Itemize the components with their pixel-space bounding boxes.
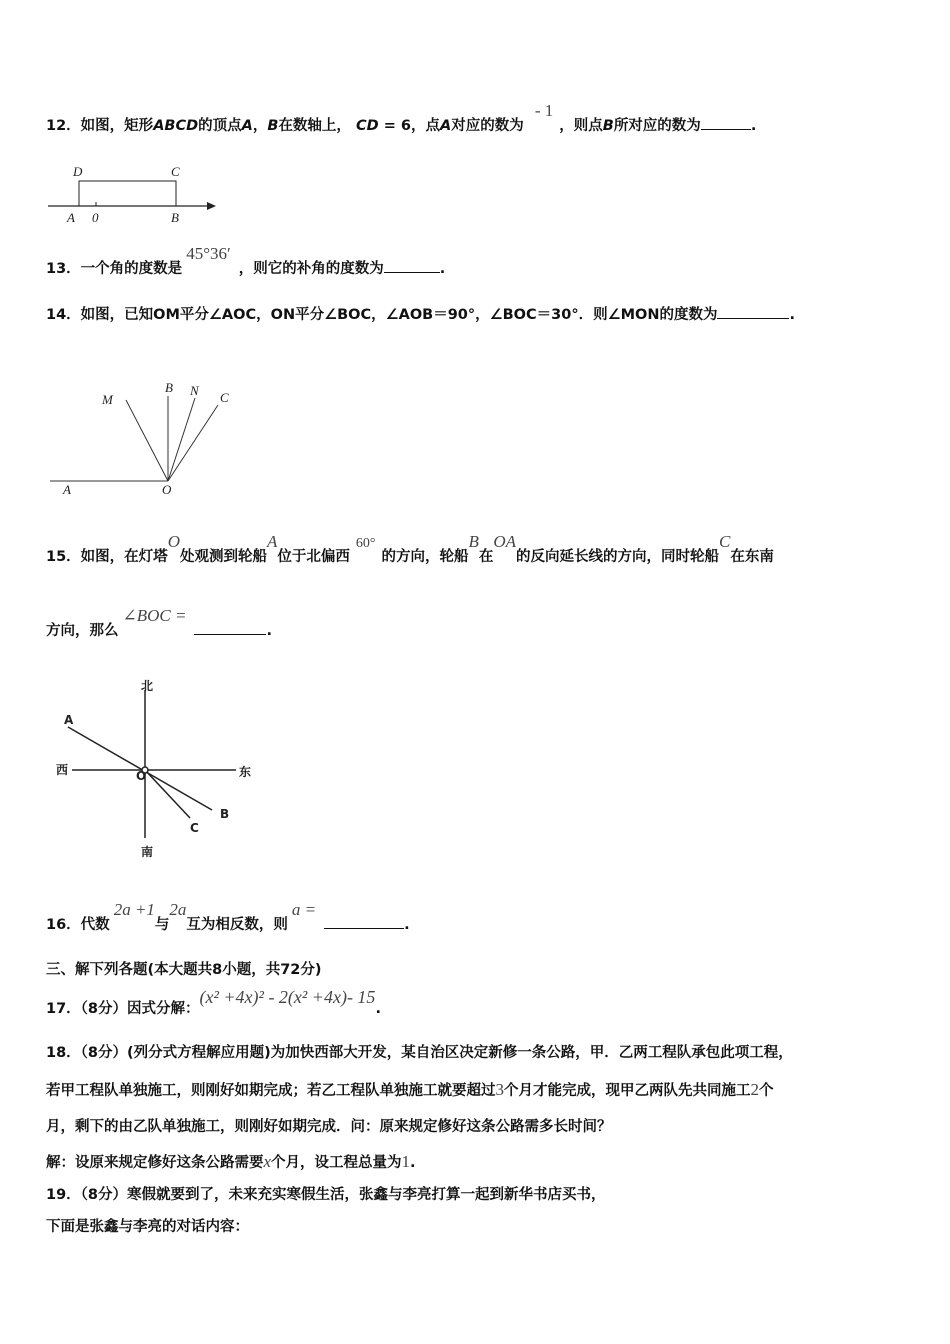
text: = 6，点 <box>378 118 441 134</box>
answer-blank[interactable] <box>324 914 404 929</box>
answer-blank[interactable] <box>384 258 440 273</box>
text: ，则点 <box>559 118 603 134</box>
label-B: B <box>220 807 230 821</box>
text: 所对应的数为 <box>613 118 701 134</box>
math-2: 2 <box>750 1080 759 1099</box>
text: 14．如图，已知OM平分∠AOC，ON平分∠BOC，∠AOB＝90°，∠BOC＝30°．则∠MON的度数为 <box>46 307 718 323</box>
label-south: 南 <box>141 845 154 859</box>
text: 13．一个角的度数是 <box>46 261 183 277</box>
figure-15-compass <box>56 679 251 859</box>
text: . <box>439 261 446 277</box>
question-18-line2 <box>46 1080 774 1101</box>
label-D: D <box>73 164 83 179</box>
text: 的反向延长线的方向，同时轮船 <box>516 549 720 565</box>
text: . <box>789 307 795 323</box>
question-18-line1: 18．（8分）(列分式方程解应用题)为加快西部大开发，某自治区决定新修一条公路，甲．乙两工程队承包此项工程， <box>46 1045 793 1061</box>
ray-OM <box>126 400 168 481</box>
math-3: 3 <box>495 1080 504 1099</box>
math-x: x <box>263 1152 272 1171</box>
text: 与 <box>154 917 170 933</box>
label-C: C <box>190 821 199 835</box>
math-C: C <box>719 532 731 551</box>
text: 15．如图，在灯塔 <box>46 549 168 565</box>
text: 的顶点 <box>198 118 242 134</box>
label-west: 西 <box>56 763 69 777</box>
text: 解：设原来规定修好这条公路需要 <box>46 1155 264 1171</box>
text: ，则它的补角的度数为 <box>238 261 384 277</box>
question-15-line2 <box>46 606 272 641</box>
question-13 <box>46 244 446 279</box>
math-expr2: 2a <box>169 900 187 919</box>
math-value: - 1 <box>534 101 554 120</box>
math-60deg: 60° <box>355 536 376 551</box>
math-expr3: a = <box>291 900 317 919</box>
text: 的方向，轮船 <box>381 549 469 565</box>
label-B: B <box>165 380 173 395</box>
section-heading: 三、解下列各题(本大题共8小题，共72分) <box>46 962 322 978</box>
math-A: A <box>266 532 278 551</box>
question-18-line3: 月，剩下的由乙队单独施工，则刚好如期完成．问：原来规定修好这条公路需多长时间？ <box>46 1119 612 1135</box>
text: . <box>750 118 757 134</box>
label-A: A <box>67 210 75 225</box>
rectangle <box>79 181 176 206</box>
question-15 <box>46 532 774 568</box>
arrow-icon <box>207 202 216 210</box>
text: B <box>602 118 614 134</box>
math-B: B <box>468 532 479 551</box>
text: 在东南 <box>730 549 774 565</box>
label-O: O <box>162 482 172 497</box>
question-19-line1: 19．（8分）寒假就要到了，未来充实寒假生活，张鑫与李亮打算一起到新华书店买书， <box>46 1187 606 1203</box>
question-18-solution <box>46 1152 416 1173</box>
ray-ON <box>168 398 195 481</box>
math-OA: OA <box>493 532 517 551</box>
figure-12-number-line <box>48 164 216 225</box>
text: 位于北偏西 <box>277 549 350 565</box>
text: 个月，设工程总量为 <box>271 1155 402 1171</box>
question-16 <box>46 900 410 935</box>
text: CD <box>356 118 379 134</box>
text: . <box>266 623 272 639</box>
label-B: B <box>171 210 179 225</box>
label-N: N <box>190 383 199 398</box>
text: 若甲工程队单独施工，则刚好如期完成；若乙工程队单独施工就要超过 <box>46 1083 496 1099</box>
text: 个月才能完成，现甲乙两队先共同施工 <box>504 1083 751 1099</box>
text: 16．代数 <box>46 917 110 933</box>
ray-OC <box>168 405 218 481</box>
math-angle-BOC: ∠BOC = <box>122 606 187 625</box>
text: 在数轴上， <box>278 118 351 134</box>
label-north: 北 <box>141 679 154 693</box>
label-A: A <box>64 713 74 727</box>
text: 17．（8分）因式分解： <box>46 1001 200 1017</box>
label-0: 0 <box>92 210 99 225</box>
math-expression: (x² +4x)² - 2(x² +4x)- 15 <box>199 987 376 1007</box>
label-C: C <box>220 390 229 405</box>
text: 对应的数为 <box>451 118 524 134</box>
text: A <box>440 118 452 134</box>
math-O: O <box>167 532 180 551</box>
label-east: 东 <box>239 765 252 779</box>
figure-14-angles <box>50 380 229 497</box>
text: . <box>410 1155 416 1171</box>
text: ， <box>252 118 268 134</box>
text: 在 <box>478 549 494 565</box>
text: 个 <box>759 1083 774 1099</box>
text: A <box>241 118 253 134</box>
question-19-line2: 下面是张鑫与李亮的对话内容： <box>46 1219 249 1235</box>
math-value: 45°36′ <box>186 244 231 263</box>
label-O: O <box>136 769 147 783</box>
text: ABCD <box>153 118 199 134</box>
label-C: C <box>171 164 180 179</box>
text: 12．如图，矩形 <box>46 118 154 134</box>
text: 方向，那么 <box>46 623 119 639</box>
text: B <box>267 118 279 134</box>
math-expr1: 2a +1 <box>113 900 155 919</box>
question-14 <box>46 304 795 325</box>
math-1: 1 <box>401 1152 411 1171</box>
answer-blank[interactable] <box>717 304 789 319</box>
question-17 <box>46 987 381 1019</box>
text: 互为相反数，则 <box>186 917 288 933</box>
text: 处观测到轮船 <box>179 549 267 565</box>
text: . <box>375 1001 381 1017</box>
answer-blank[interactable] <box>194 620 266 635</box>
text: . <box>404 917 410 933</box>
label-A: A <box>63 482 71 497</box>
label-M: M <box>102 392 113 407</box>
